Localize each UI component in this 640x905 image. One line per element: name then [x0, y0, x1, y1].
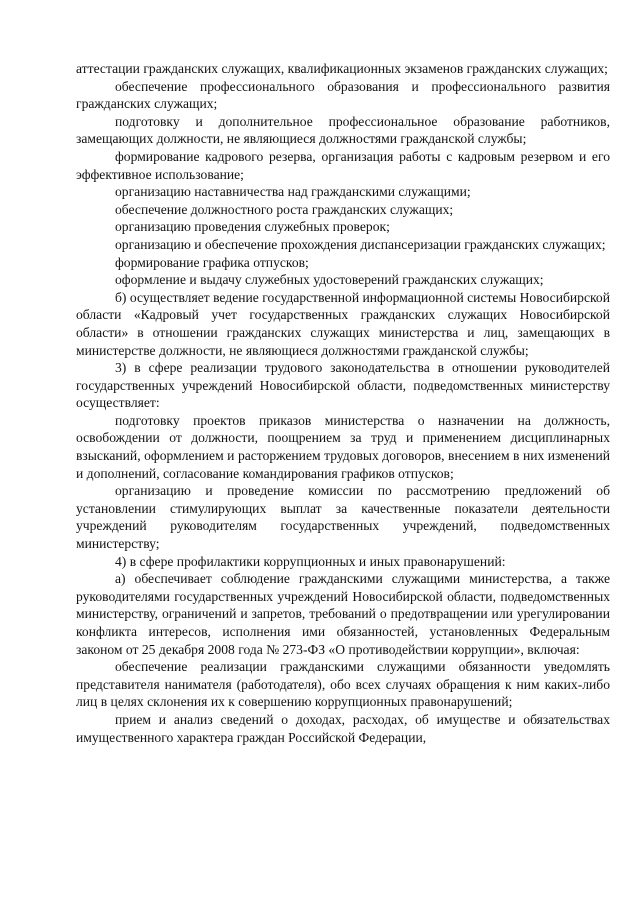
paragraph: подготовку и дополнительное профессиональное образование работников, замещающих должности, не являющиеся должностями гражданской службы;: [76, 113, 610, 147]
paragraph: а) обеспечивает соблюдение гражданскими служащими министерства, а также руководителями государственных учреждений Новосибирской области, подведомственных министерству, ограничений и запретов, требований о предотвращении или урегулировании конфликта интересов, исполнения ими обязанностей, установленных Федеральным законом от 25 декабря 2008 года № 273-ФЗ «О противодействии коррупции», включая:: [76, 571, 610, 657]
paragraph: 3) в сфере реализации трудового законодательства в отношении руководителей государственных учреждений Новосибирской области, подведомственных министерству осуществляет:: [76, 360, 610, 411]
paragraph: организацию проведения служебных проверок;: [115, 219, 390, 235]
paragraph: обеспечение профессионального образования и профессионального развития гражданских служащих;: [76, 78, 610, 112]
paragraph: 4) в сфере профилактики коррупционных и иных правонарушений:: [115, 553, 506, 569]
paragraph: оформление и выдачу служебных удостоверений гражданских служащих;: [115, 272, 544, 288]
paragraph: организацию наставничества над гражданскими служащими;: [115, 184, 471, 200]
paragraph: организацию и проведение комиссии по рассмотрению предложений об установлении стимулирующих выплат за качественные показатели деятельности учреждений руководителям государственных учреждений, подведомственных министерству;: [76, 483, 610, 552]
paragraph: прием и анализ сведений о доходах, расходах, об имуществе и обязательствах имущественного характера граждан Российской Федерации,: [76, 711, 610, 745]
paragraph: формирование графика отпусков;: [115, 254, 309, 270]
paragraph: обеспечение должностного роста гражданских служащих;: [115, 201, 454, 217]
paragraph: подготовку проектов приказов министерства о назначении на должность, освобождении от должности, поощрением за труд и применением дисциплинарных взысканий, оформлением и расторжением трудовых договоров, внесением в них изменений и дополнений, согласование командирования графиков отпусков;: [76, 412, 610, 481]
paragraph: формирование кадрового резерва, организация работы с кадровым резервом и его эффективное использование;: [76, 148, 610, 182]
paragraph: б) осуществляет ведение государственной информационной системы Новосибирской области «Кадровый учет государственных гражданских служащих Новосибирской области» в отношении гражданских служащих министерства и лиц, замещающих в министерстве должности, не являющиеся должностями гражданской службы;: [76, 289, 610, 358]
paragraph: аттестации гражданских служащих, квалификационных экзаменов гражданских служащих;: [76, 61, 608, 76]
paragraph: организацию и обеспечение прохождения диспансеризации гражданских служащих;: [115, 236, 606, 252]
document-page: [76, 60, 610, 746]
paragraph: обеспечение реализации гражданскими служащими обязанности уведомлять представителя нанимателя (работодателя), обо всех случаях обращения к ним каких-либо лиц в целях склонения их к совершению коррупционных правонарушений;: [76, 659, 610, 710]
